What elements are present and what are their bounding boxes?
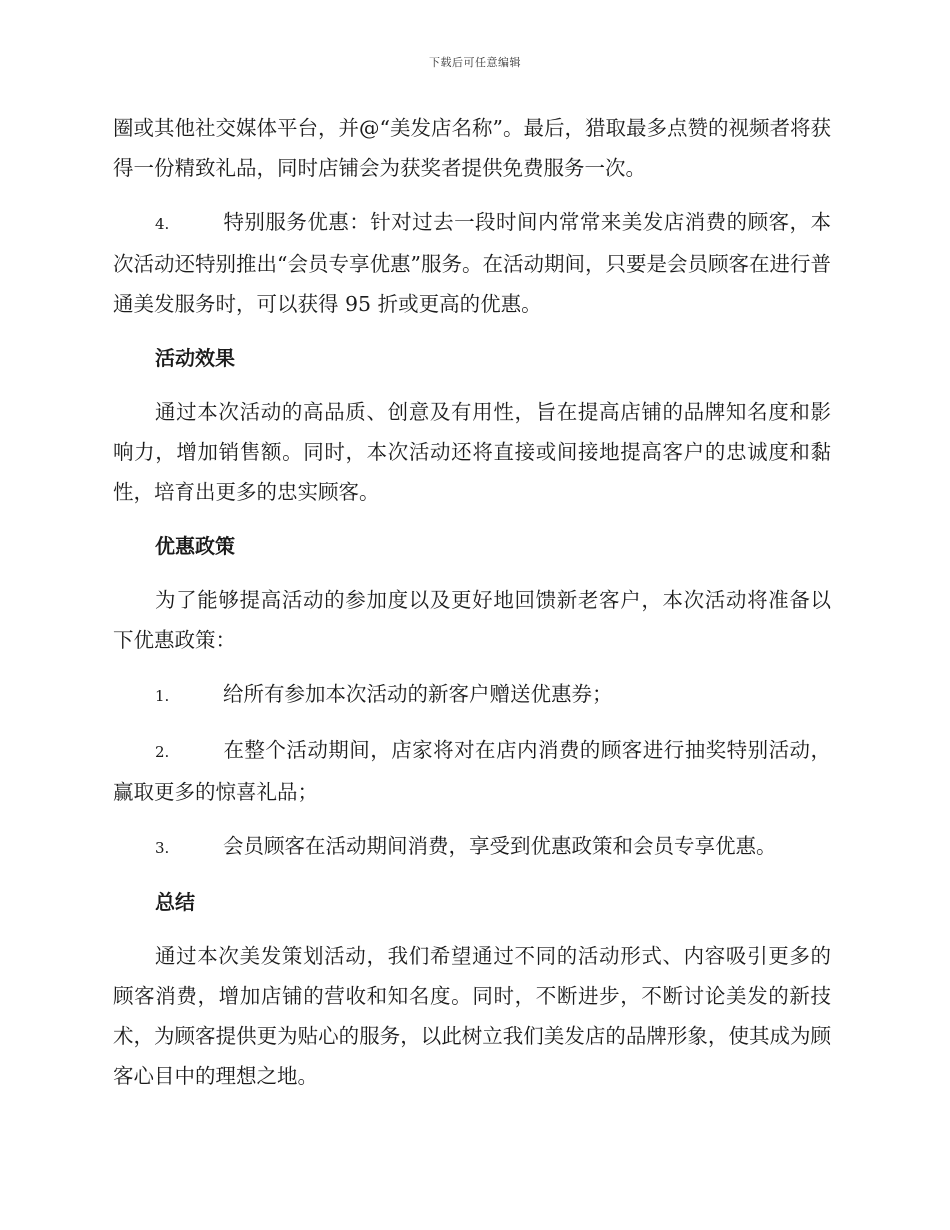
paragraph-summary: 通过本次美发策划活动，我们希望通过不同的活动形式、内容吸引更多的顾客消费，增加店铺的营收和知名度。同时，不断进步，不断讨论美发的新技术，为顾客提供更为贴心的服务，以此树立我们美发店的品牌形象，使其成为顾客心目中的理想之地。 [113, 944, 831, 1088]
heading-activity-effect: 活动效果 [155, 346, 235, 370]
list-item-2 [113, 730, 831, 812]
list-item-3 [113, 826, 831, 868]
page-header: 下载后可任意编辑 [429, 56, 521, 69]
paragraph-activity-effect: 通过本次活动的高品质、创意及有用性，旨在提高店铺的品牌知名度和影响力，增加销售额。同时，本次活动还将直接或间接地提高客户的忠诚度和黏性，培育出更多的忠实顾客。 [113, 400, 831, 504]
paragraph-discount-policy: 为了能够提高活动的参加度以及更好地回馈新老客户，本次活动将准备以下优惠政策： [113, 588, 831, 652]
list-text-2: 在整个活动期间，店家将对在店内消费的顾客进行抽奖特别活动，赢取更多的惊喜礼品； [113, 738, 831, 804]
list-number-3: 3. [155, 839, 170, 857]
list-text-3: 会员顾客在活动期间消费，享受到优惠政策和会员专享优惠。 [223, 834, 777, 858]
list-number-1: 1. [155, 687, 170, 705]
list-item-4 [113, 202, 831, 324]
list-text-1: 给所有参加本次活动的新客户赠送优惠券； [223, 682, 613, 706]
list-text-4: 特别服务优惠：针对过去一段时间内常常来美发店消费的顾客，本次活动还特别推出“会员专享优惠”服务。在活动期间，只要是会员顾客在进行普通美发服务时，可以获得 95 折或更高的优惠。 [113, 210, 831, 316]
list-number-2: 2. [155, 743, 170, 761]
intro-continuation-paragraph: 圈或其他社交媒体平台，并@“美发店名称”。最后，猎取最多点赞的视频者将获得一份精致礼品，同时店铺会为获奖者提供免费服务一次。 [113, 116, 831, 180]
heading-summary: 总结 [155, 890, 195, 914]
document-body [113, 108, 831, 1096]
heading-discount-policy: 优惠政策 [155, 534, 235, 558]
list-number-4: 4. [155, 215, 170, 233]
list-item-1 [113, 674, 831, 716]
